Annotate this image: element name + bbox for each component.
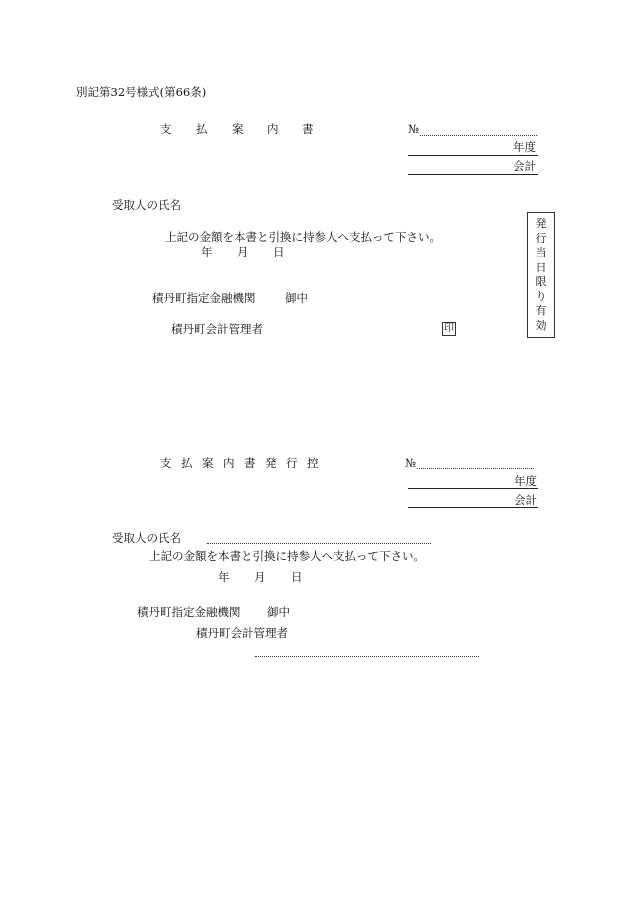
title-char: 案 (202, 456, 214, 470)
bank-honorific: 御中 (285, 291, 308, 305)
number-field[interactable] (420, 135, 537, 136)
stub-bank-honorific: 御中 (267, 605, 290, 619)
validity-char: 効 (535, 318, 547, 332)
stub-payment-instruction: 上記の金額を本書と引換に持参人へ支払って下さい。 (149, 549, 425, 563)
account-label: 会計 (513, 159, 536, 173)
stub-signature-field[interactable] (255, 656, 479, 657)
stub-fiscal-year-label: 年度 (514, 474, 537, 488)
form-label: 別記第32号様式(第66条) (76, 85, 207, 99)
stub-accounting-manager: 積丹町会計管理者 (196, 626, 288, 640)
title-char: 支 (160, 122, 172, 136)
stub-date-year-label: 年 (218, 570, 230, 584)
fiscal-year-field[interactable] (408, 155, 538, 156)
title-char: 内 (223, 456, 235, 470)
stub-date-day-label: 日 (291, 570, 303, 584)
validity-char: 行 (535, 231, 547, 245)
title-char: 書 (302, 122, 314, 136)
date-month-label: 月 (237, 245, 249, 259)
title-char: 払 (196, 122, 208, 136)
title-char: 払 (181, 456, 193, 470)
stub-date-month-label: 月 (254, 570, 266, 584)
title-char: 内 (267, 122, 279, 136)
payment-instruction: 上記の金額を本書と引換に持参人へ支払って下さい。 (165, 230, 441, 244)
validity-char: 発 (535, 217, 547, 230)
validity-char: 日 (535, 260, 547, 274)
validity-char: 有 (535, 304, 547, 317)
recipient-name-label: 受取人の氏名 (112, 198, 181, 212)
stub-recipient-name-field[interactable] (207, 543, 431, 544)
title-char: 控 (307, 456, 319, 470)
stub-number-field[interactable] (417, 468, 534, 469)
validity-char: り (535, 289, 547, 303)
validity-char: 限 (535, 275, 547, 288)
title-char: 行 (286, 456, 298, 470)
date-day-label: 日 (273, 245, 285, 259)
date-year-label: 年 (201, 245, 213, 259)
account-field[interactable] (408, 174, 538, 175)
designated-bank: 積丹町指定金融機関 (152, 291, 256, 305)
stub-designated-bank: 積丹町指定金融機関 (137, 605, 241, 619)
stub-number-label: № (405, 456, 416, 470)
stub-account-field[interactable] (408, 507, 538, 508)
stub-account-label: 会計 (514, 493, 537, 507)
number-label: № (408, 122, 419, 136)
seal-stamp-mark: 印 (444, 323, 454, 334)
stub-recipient-name-label: 受取人の氏名 (112, 531, 181, 545)
accounting-manager: 積丹町会計管理者 (171, 322, 263, 336)
title-char: 発 (265, 456, 277, 470)
title-char: 書 (244, 456, 256, 470)
fiscal-year-label: 年度 (513, 140, 536, 154)
title-char: 支 (160, 456, 172, 470)
stub-fiscal-year-field[interactable] (408, 488, 538, 489)
validity-char: 当 (535, 246, 547, 259)
title-char: 案 (232, 122, 244, 136)
validity-notice-box (527, 212, 555, 338)
